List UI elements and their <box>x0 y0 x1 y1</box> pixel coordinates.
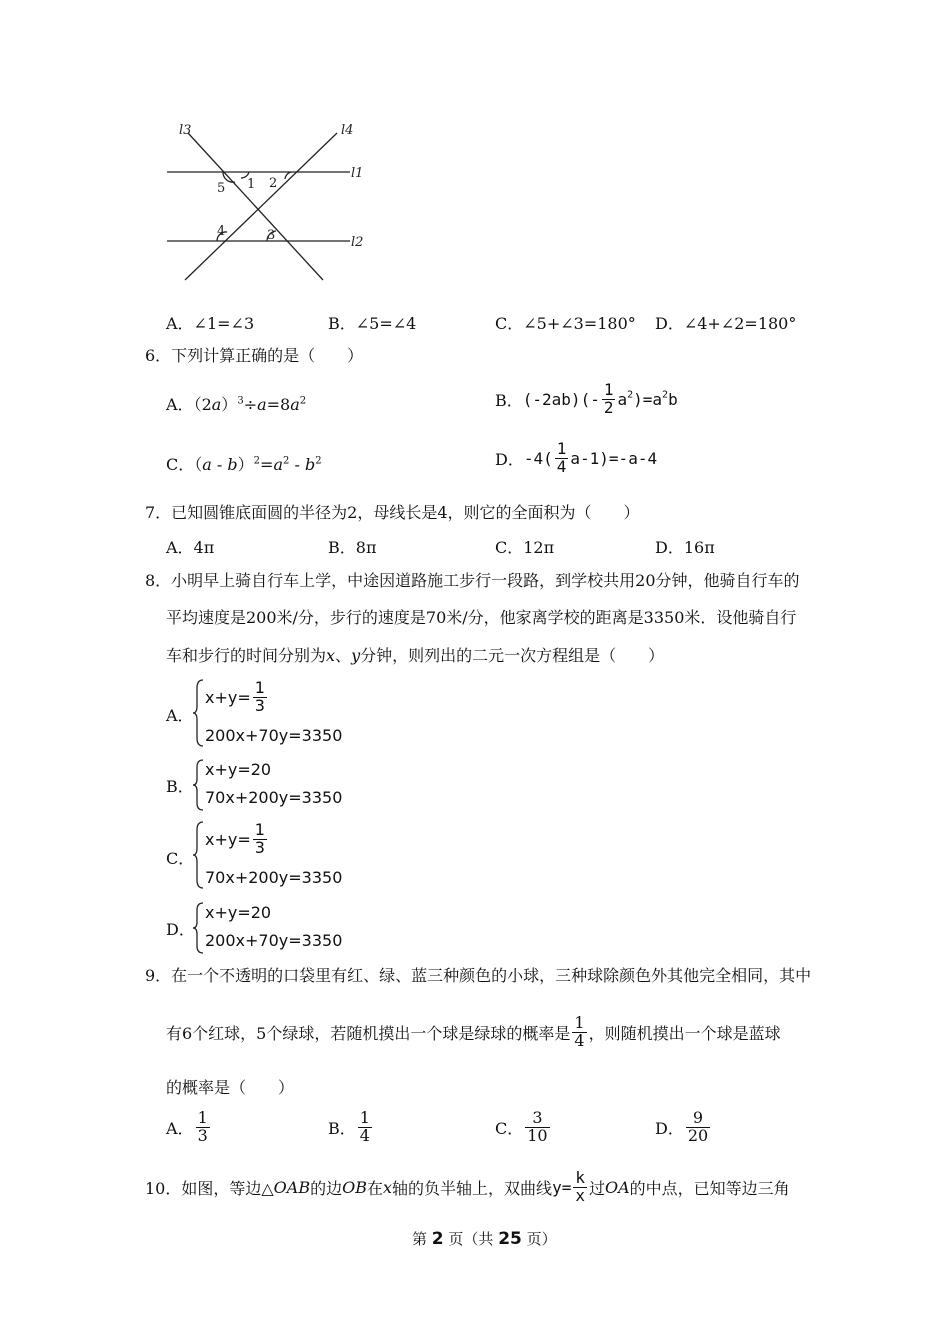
q5-option-b: B．∠5=∠4 <box>328 314 417 333</box>
q8-option-a-label: A． <box>166 706 194 725</box>
q10-line1: 10．如图，等边△OAB的边OB在x轴的负半轴上，双曲线y= $\frac{k}{x}$ 过OA的中点，已知等边三角 <box>145 1168 790 1205</box>
brace-icon <box>193 758 205 812</box>
q9-option-c: C． $\frac{3}{10}$ <box>495 1108 548 1145</box>
q8-option-c-system: x+y= $\frac{1}{3}$ 70x+200y=3350 <box>193 820 353 890</box>
total-page-number: 25 <box>498 1229 522 1249</box>
q9-option-a: A． $\frac{1}{3}$ <box>166 1108 208 1145</box>
q5-option-d: D．∠4+∠2=180° <box>655 314 797 333</box>
angle-label-5: 5 <box>217 181 226 196</box>
brace-icon <box>193 901 205 955</box>
q7-option-b: B．8π <box>328 538 377 557</box>
q6-option-b: B．(-2ab)(- $\frac{1}{2}$ $a^2)=a^2b$ <box>495 380 678 417</box>
brace-icon <box>193 820 205 890</box>
q8-option-d-label: D． <box>166 920 195 939</box>
q9-line1: 9．在一个不透明的口袋里有红、绿、蓝三种颜色的小球，三种球除颜色外其他完全相同，其中 <box>145 966 812 985</box>
label-l3: l3 <box>179 123 192 138</box>
angle-label-2: 2 <box>269 176 278 191</box>
q7-option-a: A．4π <box>166 538 215 557</box>
q8-line2: 平均速度是200米/分，步行的速度是70米/分，他家离学校的距离是3350米．设他骑自行 <box>166 608 797 627</box>
q8-option-b-system: x+y=20 70x+200y=3350 <box>193 758 353 812</box>
q6-option-c: C．$(a - b)^2=a^2 - b^2$ <box>166 455 322 474</box>
current-page-number: 2 <box>431 1229 444 1249</box>
brace-icon <box>193 678 205 748</box>
q7-option-c: C．12π <box>495 538 555 557</box>
q9-option-b: B． $\frac{1}{4}$ <box>328 1108 370 1145</box>
parallel-lines-figure <box>155 118 375 288</box>
q9-line2: 有6个红球，5个绿球，若随机摸出一个球是绿球的概率是 $\frac{1}{4}$ ，则随机摸出一个球是蓝球 <box>166 1013 781 1050</box>
angle-label-1: 1 <box>247 177 256 192</box>
q7-stem: 7．已知圆锥底面圆的半径为2，母线长是4，则它的全面积为（ ） <box>145 503 640 522</box>
q7-option-d: D．16π <box>655 538 715 557</box>
q8-line3: 车和步行的时间分别为x、y分钟，则列出的二元一次方程组是（ ） <box>166 646 665 665</box>
q5-option-a: A．∠1=∠3 <box>166 314 255 333</box>
q6-stem: 6．下列计算正确的是（ ） <box>145 346 364 365</box>
q8-option-a-system: x+y= $\frac{1}{3}$ 200x+70y=3350 <box>193 678 353 748</box>
q6-option-a: A．$(2a)^3\div a=8a^2$ <box>166 395 307 414</box>
q8-option-b-label: B． <box>166 777 194 796</box>
page-footer: 第 2 页（共 25 页） <box>412 1229 557 1249</box>
label-l4: l4 <box>341 123 354 138</box>
q5-option-c: C．∠5+∠3=180° <box>495 314 636 333</box>
q8-option-c-label: C． <box>166 849 195 868</box>
label-l2: l2 <box>351 235 364 250</box>
angle-label-3: 3 <box>267 228 276 243</box>
q8-line1: 8．小明早上骑自行车上学，中途因道路施工步行一段路，到学校共用20分钟，他骑自行车的 <box>145 571 800 590</box>
label-l1: l1 <box>351 166 364 181</box>
q6-option-d: D．-4( $\frac{1}{4}$ a-1)=-a-4 <box>495 439 658 476</box>
angle-label-4: 4 <box>217 224 226 239</box>
q9-line3: 的概率是（ ） <box>166 1078 295 1097</box>
q9-option-d: D． $\frac{9}{20}$ <box>655 1108 709 1145</box>
q8-option-d-system: x+y=20 200x+70y=3350 <box>193 901 353 955</box>
